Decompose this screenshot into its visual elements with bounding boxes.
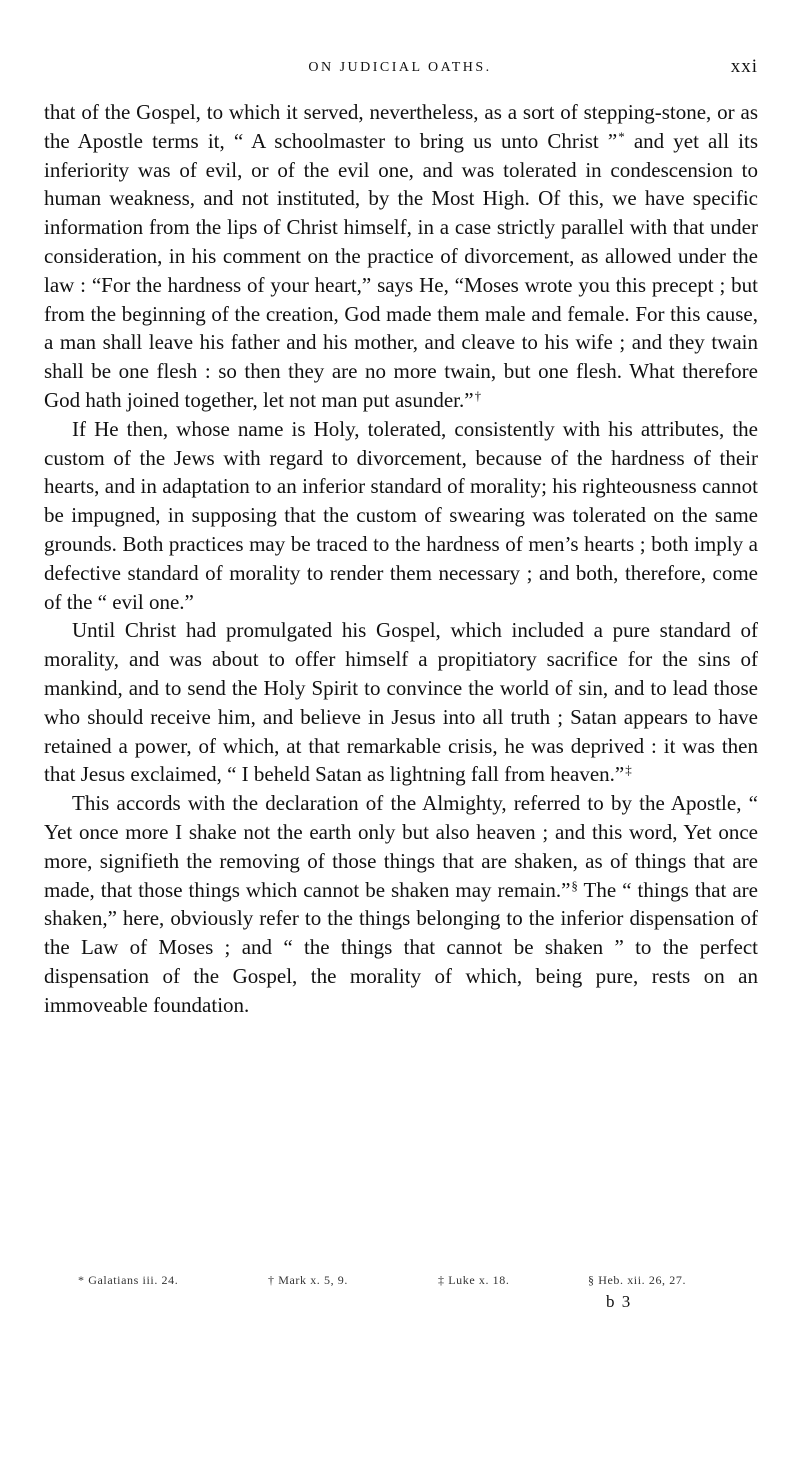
footnote-ref-mark: † [474, 387, 482, 403]
paragraph-1-text-a: that of the Gospel, to which it served, nevertheless, as a sort of stepping-stone, or as the Apostle terms it, “ A schoolmaster to bring us unto Christ ” [44, 100, 758, 153]
body-text [44, 98, 758, 1020]
running-head [0, 56, 800, 80]
paragraph-2-text: If He then, whose name is Holy, tolerated, consistently with his attributes, the custom of the Jews with regard to divorcement, because of the hardness of their hearts, and in adaptation to an inferior standard of morality; his righteousness cannot be impugned, in supposing that the custom of swearing was tolerated on the same grounds. Both practices may be traced to the hardness of men’s hearts ; both imply a defective standard of morality to render them necessary ; and both, therefore, come of the “ evil one.” [44, 416, 758, 614]
footnote-mark: † Mark x. 5, 9. [268, 1273, 348, 1287]
footnote-ref-hebrews: § [571, 877, 578, 893]
paragraph-4-text-a: This accords with the declaration of the Almighty, referred to by the Apostle, “ Yet once more I shake not the earth only but also heaven ; and this word, Yet once more, signifieth the removing of those things that are shaken, as of things that are made, that those things which cannot be shaken may remain.” [44, 791, 758, 902]
footnote-ref-luke: ‡ [625, 762, 632, 778]
footnotes [78, 1273, 758, 1295]
page-number: xxi [730, 56, 758, 77]
paragraph-3 [44, 616, 758, 789]
paragraph-1 [44, 98, 758, 415]
paragraph-2 [44, 415, 758, 617]
footnote-hebrews: § Heb. xii. 26, 27. [588, 1273, 687, 1287]
running-title: ON JUDICIAL OATHS. [308, 60, 492, 75]
signature-mark: b 3 [606, 1292, 632, 1311]
footnote-luke: ‡ Luke x. 18. [438, 1273, 510, 1287]
footnote-ref-galatians: * [618, 128, 625, 144]
footnote-galatians: * Galatians iii. 24. [78, 1273, 179, 1287]
paragraph-1-text-b: and yet all its inferiority was of evil, or of the evil one, and was tolerated in condescension to human weakness, and not instituted, by the Most High. Of this, we have specific information from the lips of Christ himself, in a case strictly parallel with that under consideration, in his comment on the practice of divorcement, as allowed under the law : “For the hardness of your heart,” says He, “Moses wrote you this precept ; but from the beginning of the creation, God made them male and female. For this cause, a man shall leave his father and his mother, and cleave to his wife ; and they twain shall be one flesh : so then they are no more twain, but one flesh. What therefore God hath joined together, let not man put asunder.” [44, 128, 759, 412]
paragraph-4-text-b: The “ things that are shaken,” here, obviously refer to the things belonging to the inferior dispensation of the Law of Moses ; and “ the things that cannot be shaken ” to the perfect dispensation of the Gospel, the morality of which, being pure, rests on an immoveable foundation. [44, 877, 758, 1017]
paragraph-4 [44, 789, 758, 1019]
paragraph-3-text: Until Christ had promulgated his Gospel, which included a pure standard of morality, and was about to offer himself a propitiatory sacrifice for the sins of mankind, and to send the Holy Spirit to convince the world of sin, and to lead those who should receive him, and believe in Jesus into all truth ; Satan appears to have retained a power, of which, at that remarkable crisis, he was deprived : it was then that Jesus exclaimed, “ I beheld Satan as lightning fall from heaven.” [44, 618, 758, 787]
